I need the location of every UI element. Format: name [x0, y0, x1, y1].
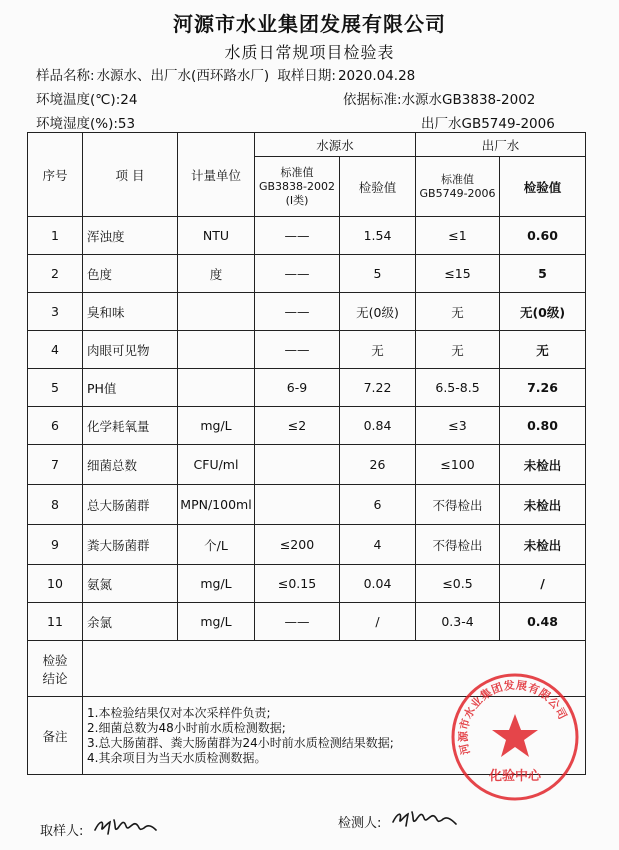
notes-label: 备注 [28, 697, 83, 775]
row-value-source: 26 [340, 445, 416, 485]
basis-value-output: 出厂水GB5749-2006 [421, 116, 555, 132]
sampler-signature [92, 812, 160, 838]
sample-value: 水源水、出厂水(西环路水厂) [96, 68, 270, 84]
temperature-label: 环境温度(℃) [36, 92, 116, 108]
header-standard-source-line3: (Ⅰ类) [285, 193, 309, 207]
sampler-label: 取样人: [40, 824, 84, 839]
date-value: 2020.04.28 [337, 68, 416, 84]
row-unit: MPN/100ml [178, 485, 255, 525]
table-row [28, 565, 586, 603]
basis-line [343, 88, 535, 108]
row-index: 1 [28, 217, 83, 255]
row-standard-source: —— [255, 603, 340, 641]
row-value-source: 4 [340, 525, 416, 565]
row-standard-output: 6.5-8.5 [416, 369, 500, 407]
note-line: 3.总大肠菌群、粪大肠菌群为24小时前水质检测结果数据; [87, 735, 394, 750]
header-unit: 计量单位 [178, 133, 255, 217]
temperature-line [36, 88, 137, 108]
row-unit: mg/L [178, 603, 255, 641]
basis-label: 依据标准: [343, 92, 402, 108]
row-value-output: 未检出 [500, 445, 586, 485]
header-item: 项 目 [83, 133, 178, 217]
header-source-water: 水源水 [255, 133, 416, 157]
header-index: 序号 [28, 133, 83, 217]
row-standard-output: ≤3 [416, 407, 500, 445]
row-standard-output: 无 [416, 293, 500, 331]
row-standard-source [255, 485, 340, 525]
row-standard-source [255, 445, 340, 485]
row-index: 5 [28, 369, 83, 407]
table-row [28, 485, 586, 525]
humidity-line [36, 112, 135, 132]
row-value-source: 0.84 [340, 407, 416, 445]
row-standard-output: 不得检出 [416, 525, 500, 565]
row-item: 氨氮 [83, 565, 178, 603]
row-item: 细菌总数 [83, 445, 178, 485]
inspector-label: 检测人: [338, 816, 382, 831]
lab-seal [450, 672, 580, 802]
header-standard-source-line1: 标准值 [280, 165, 314, 179]
row-standard-source: —— [255, 217, 340, 255]
temperature-value: :24 [115, 92, 138, 108]
row-standard-output: ≤1 [416, 217, 500, 255]
row-item: 臭和味 [83, 293, 178, 331]
row-value-source: 7.22 [340, 369, 416, 407]
humidity-label: 环境湿度(%) [36, 116, 114, 132]
row-value-source: 1.54 [340, 217, 416, 255]
row-value-output: 5 [500, 255, 586, 293]
row-unit: 个/L [178, 525, 255, 565]
humidity-value: :53 [113, 116, 136, 132]
row-standard-output: ≤100 [416, 445, 500, 485]
row-index: 8 [28, 485, 83, 525]
note-line: 1.本检验结果仅对本次采样件负责; [87, 705, 271, 720]
row-standard-source: —— [255, 293, 340, 331]
header-standard-output-line2: GB5749-2006 [419, 186, 496, 200]
row-value-source: 5 [340, 255, 416, 293]
header-standard-output-line1: 标准值 [441, 172, 475, 186]
header-standard-source [255, 157, 340, 217]
table-row [28, 293, 586, 331]
conclusion-label-line1: 检验 [42, 652, 68, 668]
table-row [28, 369, 586, 407]
sample-label: 样品名称: [36, 68, 95, 84]
row-item: 化学耗氧量 [83, 407, 178, 445]
header-output-water: 出厂水 [416, 133, 586, 157]
row-standard-output: ≤15 [416, 255, 500, 293]
header-test-source: 检验值 [340, 157, 416, 217]
table-row [28, 255, 586, 293]
row-standard-source: ≤2 [255, 407, 340, 445]
table-row [28, 603, 586, 641]
row-unit: mg/L [178, 407, 255, 445]
row-standard-source: ≤0.15 [255, 565, 340, 603]
conclusion-label [28, 641, 83, 697]
row-value-source: 6 [340, 485, 416, 525]
row-item: 粪大肠菌群 [83, 525, 178, 565]
row-standard-output: ≤0.5 [416, 565, 500, 603]
row-standard-source: —— [255, 331, 340, 369]
row-index: 2 [28, 255, 83, 293]
header-standard-source-line2: GB3838-2002 [258, 179, 336, 193]
row-index: 9 [28, 525, 83, 565]
table-row [28, 445, 586, 485]
header-standard-output [416, 157, 500, 217]
company-title: 河源市水业集团发展有限公司 [173, 12, 446, 36]
row-value-output: 未检出 [500, 525, 586, 565]
table-row [28, 407, 586, 445]
row-unit: 度 [178, 255, 255, 293]
row-unit: mg/L [178, 565, 255, 603]
row-unit [178, 331, 255, 369]
row-value-output: / [500, 565, 586, 603]
row-standard-output: 无 [416, 331, 500, 369]
row-value-output: 无(0级) [500, 293, 586, 331]
row-unit [178, 293, 255, 331]
row-index: 6 [28, 407, 83, 445]
row-unit: CFU/ml [178, 445, 255, 485]
row-unit: NTU [178, 217, 255, 255]
table-row [28, 217, 586, 255]
header-test-output: 检验值 [500, 157, 586, 217]
row-index: 11 [28, 603, 83, 641]
row-item: 余氯 [83, 603, 178, 641]
row-value-output: 7.26 [500, 369, 586, 407]
row-value-source: 0.04 [340, 565, 416, 603]
row-value-source: / [340, 603, 416, 641]
report-subtitle: 水质日常规项目检验表 [224, 43, 395, 62]
row-standard-source: ≤200 [255, 525, 340, 565]
row-unit [178, 369, 255, 407]
row-index: 7 [28, 445, 83, 485]
row-item: 总大肠菌群 [83, 485, 178, 525]
table-row [28, 331, 586, 369]
row-value-output: 0.80 [500, 407, 586, 445]
row-item: 浑浊度 [83, 217, 178, 255]
note-line: 2.细菌总数为48小时前水质检测数据; [87, 720, 286, 735]
row-value-source: 无 [340, 331, 416, 369]
row-value-output: 未检出 [500, 485, 586, 525]
row-item: PH值 [83, 369, 178, 407]
row-index: 4 [28, 331, 83, 369]
inspector-signature [390, 804, 460, 830]
row-standard-output: 0.3-4 [416, 603, 500, 641]
row-standard-source: —— [255, 255, 340, 293]
basis-value-source: 水源水GB3838-2002 [401, 92, 536, 108]
row-value-output: 0.48 [500, 603, 586, 641]
date-label: 取样日期: [277, 68, 336, 84]
row-item: 色度 [83, 255, 178, 293]
row-item: 肉眼可见物 [83, 331, 178, 369]
row-value-source: 无(0级) [340, 293, 416, 331]
row-index: 3 [28, 293, 83, 331]
table-row [28, 525, 586, 565]
note-line: 4.其余项目为当天水质检测数据。 [87, 750, 267, 765]
row-value-output: 无 [500, 331, 586, 369]
conclusion-label-line2: 结论 [42, 670, 68, 686]
seal-center-text: 化验中心 [488, 769, 542, 784]
row-standard-output: 不得检出 [416, 485, 500, 525]
row-standard-source: 6-9 [255, 369, 340, 407]
sample-name-line [36, 64, 415, 84]
row-index: 10 [28, 565, 83, 603]
row-value-output: 0.60 [500, 217, 586, 255]
seal-ring-text: 河源市水业集团发展有限公司 [456, 678, 570, 756]
